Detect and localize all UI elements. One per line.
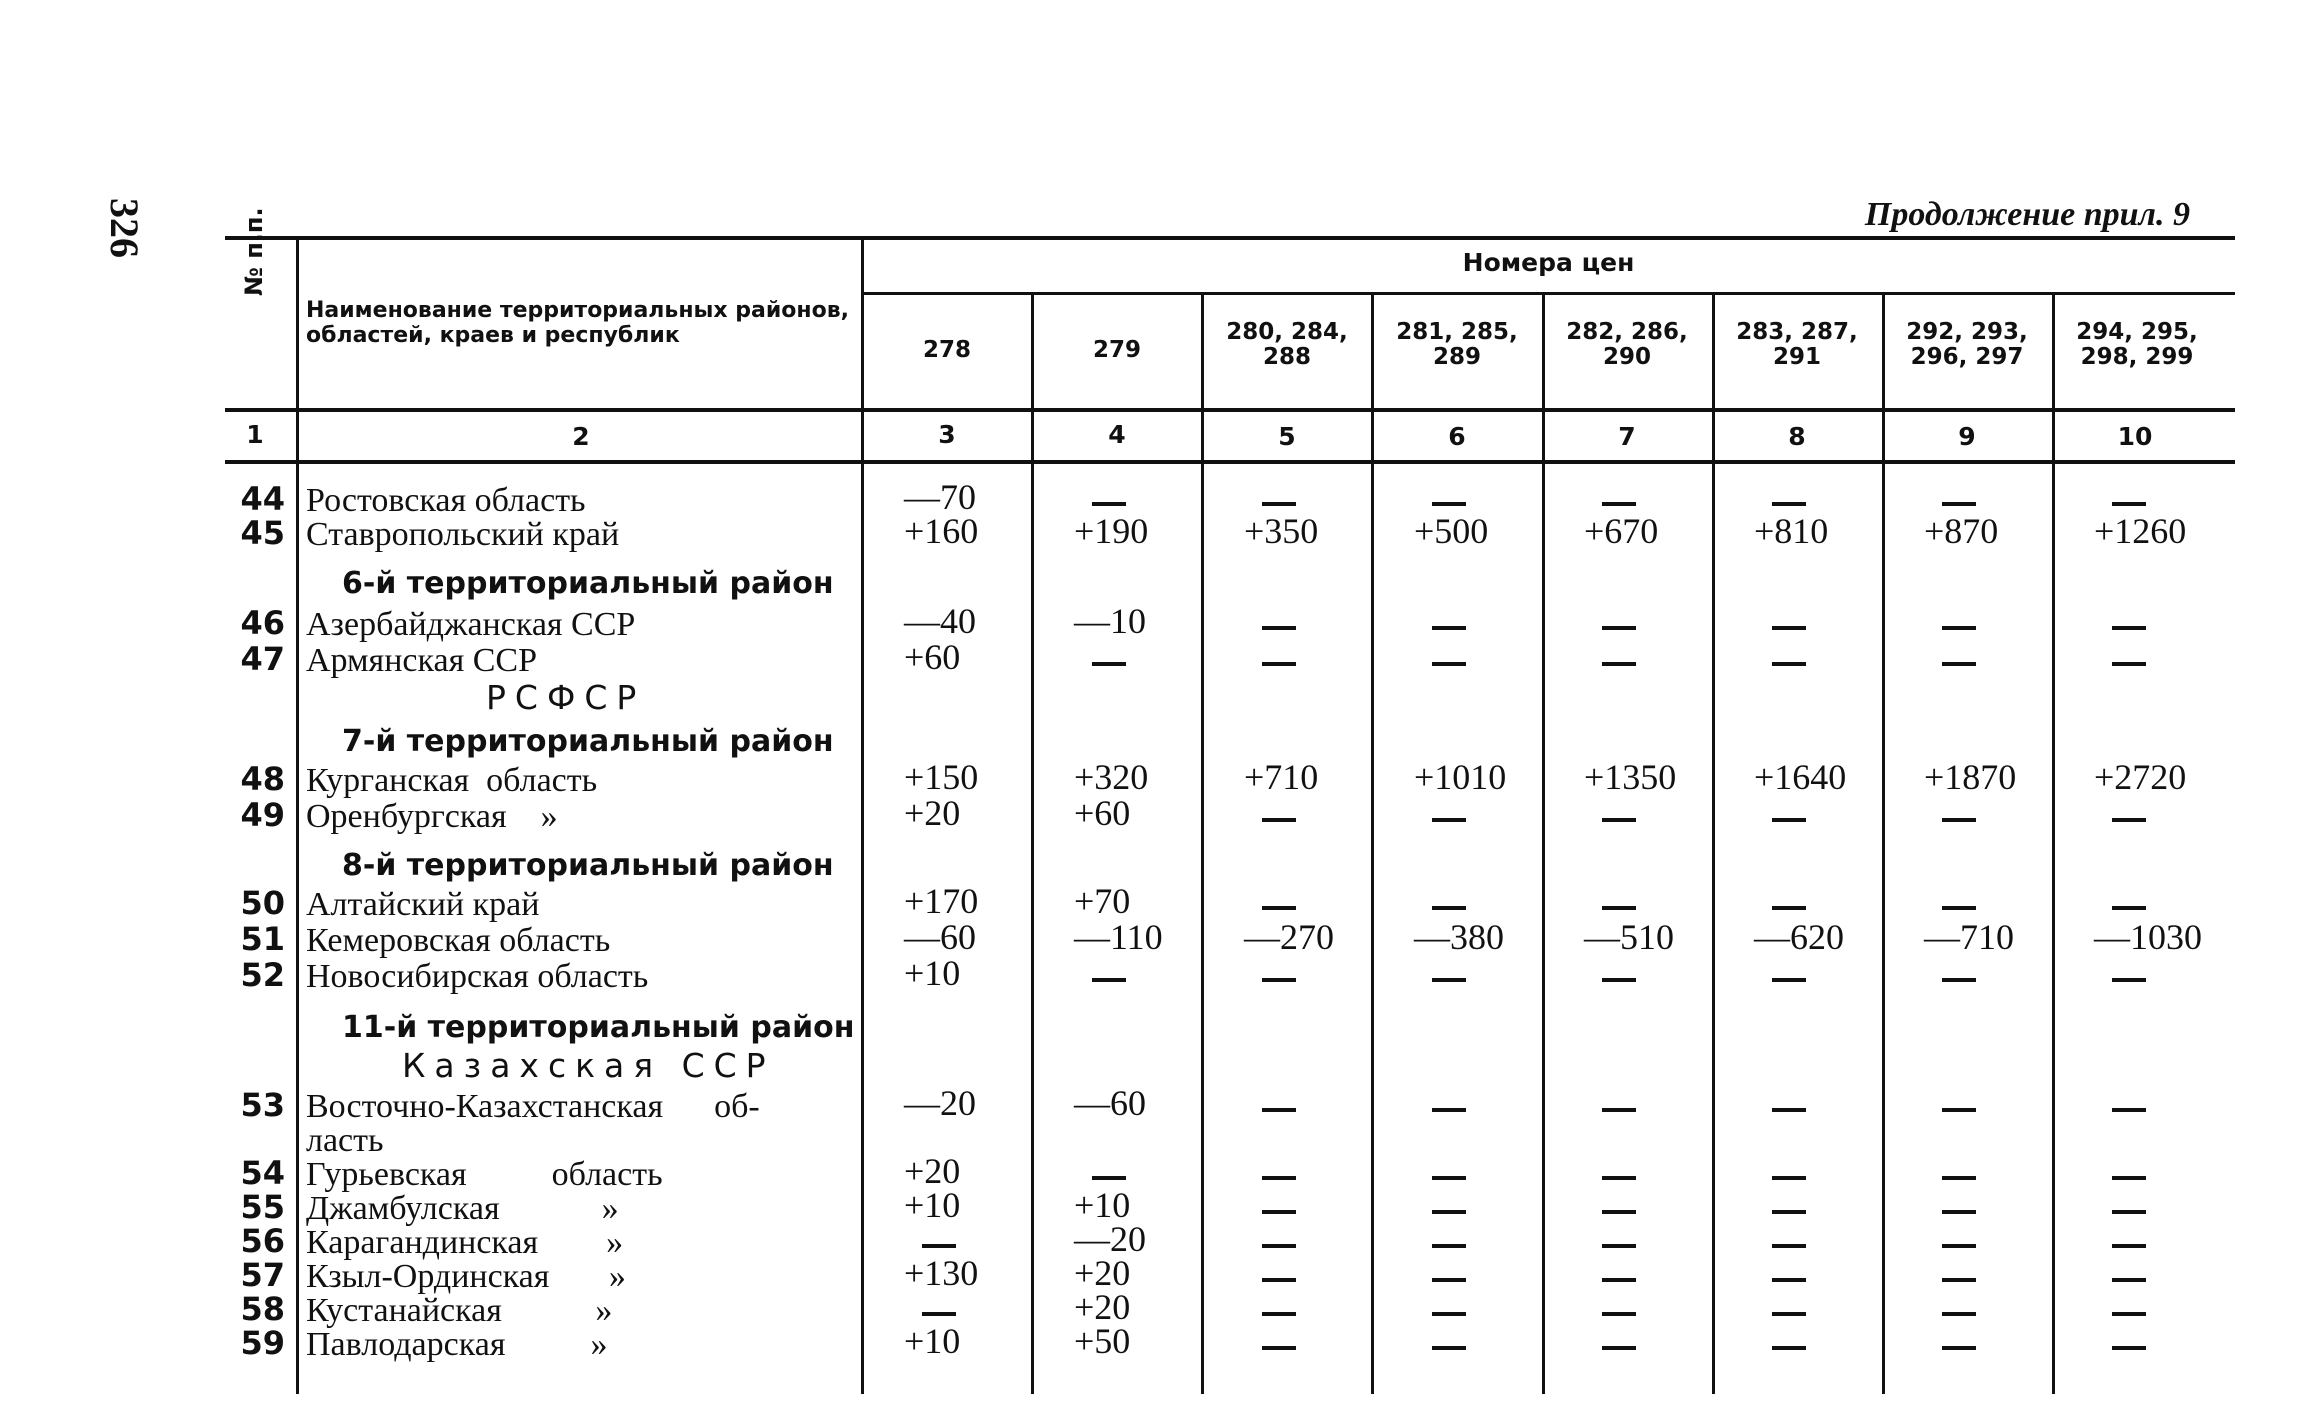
empty-value-dash <box>1262 1278 1296 1282</box>
price-adjustment: +60 <box>904 637 961 677</box>
rownum-header: № п.п. <box>240 207 268 296</box>
row-number: 51 <box>240 920 285 958</box>
empty-value-dash <box>1602 978 1636 982</box>
empty-value-dash <box>1942 1346 1976 1350</box>
price-adjustment: +20 <box>904 1151 961 1191</box>
empty-value-dash <box>1262 1108 1296 1112</box>
price-adjustment: —1030 <box>2094 917 2202 957</box>
row-number: 57 <box>240 1256 285 1294</box>
section-heading: 6-й территориальный район <box>342 566 834 601</box>
empty-value-dash <box>1432 1312 1466 1316</box>
column-number: 3 <box>938 420 956 449</box>
empty-value-dash <box>1432 978 1466 982</box>
price-adjustment: +190 <box>1074 511 1149 551</box>
empty-value-dash <box>1262 978 1296 982</box>
region-name: Курганская область <box>306 762 598 799</box>
empty-value-dash <box>2112 818 2146 822</box>
col-divider <box>861 240 864 1394</box>
region-name: Джамбулская » <box>306 1190 619 1227</box>
column-number: 4 <box>1108 420 1126 449</box>
empty-value-dash <box>1602 1244 1636 1248</box>
row-number: 56 <box>240 1222 285 1260</box>
region-name: Новосибирская область <box>306 958 649 995</box>
empty-value-dash <box>1602 626 1636 630</box>
empty-value-dash <box>2112 1346 2146 1350</box>
price-adjustment: —510 <box>1584 917 1674 957</box>
row-number: 58 <box>240 1290 285 1328</box>
price-col-header: 280, 284, 288 <box>1226 319 1348 370</box>
row-number: 55 <box>240 1188 285 1226</box>
row-number: 46 <box>240 604 285 642</box>
region-name: Ростовская область <box>306 482 586 519</box>
region-name: Карагандинская » <box>306 1224 624 1261</box>
price-adjustment: —40 <box>904 601 976 641</box>
price-adjustment: +1260 <box>2094 511 2187 551</box>
column-number: 8 <box>1788 422 1806 451</box>
empty-value-dash <box>1262 818 1296 822</box>
row-number: 49 <box>240 796 285 834</box>
row-number: 59 <box>240 1324 285 1362</box>
empty-value-dash <box>2112 906 2146 910</box>
col-divider <box>1031 295 1034 1394</box>
empty-value-dash <box>2112 626 2146 630</box>
empty-value-dash <box>1942 906 1976 910</box>
empty-value-dash <box>922 1312 956 1316</box>
empty-value-dash <box>1262 1210 1296 1214</box>
price-adjustment: +1010 <box>1414 757 1507 797</box>
empty-value-dash <box>1602 818 1636 822</box>
empty-value-dash <box>1942 1210 1976 1214</box>
row-number: 48 <box>240 760 285 798</box>
price-adjustment: +500 <box>1414 511 1489 551</box>
empty-value-dash <box>1602 1278 1636 1282</box>
page-number: 326 <box>102 198 147 258</box>
empty-value-dash <box>1942 1278 1976 1282</box>
region-name: Кзыл-Ординская » <box>306 1258 626 1295</box>
price-adjustment: +10 <box>1074 1185 1131 1225</box>
empty-value-dash <box>1772 978 1806 982</box>
col-divider <box>2052 295 2055 1394</box>
price-adjustment: +320 <box>1074 757 1149 797</box>
empty-value-dash <box>1262 502 1296 506</box>
empty-value-dash <box>1432 626 1466 630</box>
empty-value-dash <box>1432 1244 1466 1248</box>
region-name: Гурьевская область <box>306 1156 663 1193</box>
continuation-caption: Продолжение прил. 9 <box>1864 196 2190 233</box>
empty-value-dash <box>1432 1346 1466 1350</box>
section-heading: 7-й территориальный район <box>342 724 834 759</box>
empty-value-dash <box>1942 502 1976 506</box>
price-adjustment: —70 <box>904 477 976 517</box>
column-number: 9 <box>1958 422 1976 451</box>
price-group-rule <box>862 292 2235 295</box>
price-adjustment: —20 <box>1074 1219 1146 1259</box>
empty-value-dash <box>1942 978 1976 982</box>
header-bottom-rule <box>225 408 2235 412</box>
region-name: Армянская ССР <box>306 642 537 679</box>
empty-value-dash <box>2112 1108 2146 1112</box>
empty-value-dash <box>1432 906 1466 910</box>
empty-value-dash <box>1772 1176 1806 1180</box>
empty-value-dash <box>1432 502 1466 506</box>
price-adjustment: —710 <box>1924 917 2014 957</box>
section-heading: 11-й территориальный район <box>342 1010 855 1045</box>
price-adjustment: +50 <box>1074 1321 1131 1361</box>
region-name: Восточно-Казахстанская об- <box>306 1088 760 1125</box>
price-adjustment: —270 <box>1244 917 1334 957</box>
empty-value-dash <box>1262 1346 1296 1350</box>
empty-value-dash <box>1772 1210 1806 1214</box>
empty-value-dash <box>1942 1108 1976 1112</box>
price-adjustment: —620 <box>1754 917 1844 957</box>
empty-value-dash <box>1092 1176 1126 1180</box>
empty-value-dash <box>1602 1210 1636 1214</box>
row-number: 50 <box>240 884 285 922</box>
price-adjustment: —20 <box>904 1083 976 1123</box>
price-adjustment: +170 <box>904 881 979 921</box>
empty-value-dash <box>1772 1108 1806 1112</box>
price-adjustment: +160 <box>904 511 979 551</box>
region-name: Оренбургская » <box>306 798 558 835</box>
price-adjustment: +350 <box>1244 511 1319 551</box>
row-number: 53 <box>240 1086 285 1124</box>
col-divider <box>296 240 299 1394</box>
price-adjustment: +810 <box>1754 511 1829 551</box>
price-col-header: 294, 295, 298, 299 <box>2076 319 2198 370</box>
empty-value-dash <box>1432 818 1466 822</box>
price-adjustment: +70 <box>1074 881 1131 921</box>
empty-value-dash <box>1602 906 1636 910</box>
colnum-bottom-rule <box>225 460 2235 464</box>
price-group-header: Номера цен <box>1462 248 1635 277</box>
col-divider <box>1712 295 1715 1394</box>
empty-value-dash <box>922 1244 956 1248</box>
row-number: 45 <box>240 514 285 552</box>
empty-value-dash <box>2112 1278 2146 1282</box>
price-adjustment: +10 <box>904 1321 961 1361</box>
price-adjustment: +10 <box>904 1185 961 1225</box>
empty-value-dash <box>1772 906 1806 910</box>
region-name: Азербайджанская ССР <box>306 606 636 643</box>
price-adjustment: —60 <box>904 917 976 957</box>
republic-heading: Казахская ССР <box>402 1046 775 1085</box>
column-number: 1 <box>246 420 264 449</box>
table-top-rule <box>225 236 2235 240</box>
empty-value-dash <box>1772 502 1806 506</box>
price-adjustment: +870 <box>1924 511 1999 551</box>
empty-value-dash <box>1772 818 1806 822</box>
empty-value-dash <box>1262 1244 1296 1248</box>
col-divider <box>1371 295 1374 1394</box>
empty-value-dash <box>1772 1244 1806 1248</box>
price-adjustment: —110 <box>1074 917 1163 957</box>
price-adjustment: +670 <box>1584 511 1659 551</box>
empty-value-dash <box>1772 626 1806 630</box>
region-name: Ставропольский край <box>306 516 620 553</box>
empty-value-dash <box>1602 662 1636 666</box>
price-adjustment: —380 <box>1414 917 1504 957</box>
empty-value-dash <box>1262 906 1296 910</box>
empty-value-dash <box>1432 1176 1466 1180</box>
empty-value-dash <box>1262 662 1296 666</box>
price-adjustment: +1350 <box>1584 757 1677 797</box>
name-column-header: Наименование территориальных районов, областей, краев и республик <box>306 298 849 348</box>
empty-value-dash <box>2112 662 2146 666</box>
price-adjustment: +710 <box>1244 757 1319 797</box>
row-number: 44 <box>240 480 285 518</box>
row-number: 52 <box>240 956 285 994</box>
empty-value-dash <box>1772 662 1806 666</box>
empty-value-dash <box>1942 818 1976 822</box>
empty-value-dash <box>1772 1312 1806 1316</box>
empty-value-dash <box>1602 1346 1636 1350</box>
region-name-continuation: ласть <box>306 1122 384 1159</box>
empty-value-dash <box>1432 662 1466 666</box>
empty-value-dash <box>1772 1278 1806 1282</box>
empty-value-dash <box>1942 1176 1976 1180</box>
price-adjustment: +150 <box>904 757 979 797</box>
price-adjustment: +10 <box>904 953 961 993</box>
empty-value-dash <box>1262 1312 1296 1316</box>
column-number: 7 <box>1618 422 1636 451</box>
region-name: Павлодарская » <box>306 1326 608 1363</box>
price-adjustment: +20 <box>1074 1287 1131 1327</box>
price-adjustment: +1640 <box>1754 757 1847 797</box>
column-number: 2 <box>572 422 590 451</box>
col-divider <box>1201 295 1204 1394</box>
empty-value-dash <box>2112 978 2146 982</box>
empty-value-dash <box>1942 626 1976 630</box>
empty-value-dash <box>1942 1312 1976 1316</box>
empty-value-dash <box>1092 502 1126 506</box>
price-adjustment: +1870 <box>1924 757 2017 797</box>
empty-value-dash <box>1772 1346 1806 1350</box>
region-name: Кустанайская » <box>306 1292 613 1329</box>
price-col-header: 292, 293, 296, 297 <box>1906 319 2028 370</box>
price-adjustment: +20 <box>904 793 961 833</box>
price-adjustment: +2720 <box>2094 757 2187 797</box>
empty-value-dash <box>1942 1244 1976 1248</box>
column-number: 6 <box>1448 422 1466 451</box>
empty-value-dash <box>1602 1108 1636 1112</box>
price-adjustment: +60 <box>1074 793 1131 833</box>
empty-value-dash <box>2112 1244 2146 1248</box>
price-col-header: 278 <box>922 337 971 363</box>
empty-value-dash <box>2112 1210 2146 1214</box>
region-name: Алтайский край <box>306 886 540 923</box>
empty-value-dash <box>1602 502 1636 506</box>
empty-value-dash <box>1432 1108 1466 1112</box>
price-adjustment: +130 <box>904 1253 979 1293</box>
empty-value-dash <box>1262 1176 1296 1180</box>
price-col-header: 281, 285, 289 <box>1396 319 1518 370</box>
empty-value-dash <box>1602 1312 1636 1316</box>
price-col-header: 282, 286, 290 <box>1566 319 1688 370</box>
empty-value-dash <box>1432 1210 1466 1214</box>
empty-value-dash <box>1092 662 1126 666</box>
empty-value-dash <box>1092 978 1126 982</box>
empty-value-dash <box>2112 1312 2146 1316</box>
row-number: 47 <box>240 640 285 678</box>
col-divider <box>1882 295 1885 1394</box>
empty-value-dash <box>2112 502 2146 506</box>
row-number: 54 <box>240 1154 285 1192</box>
price-col-header: 283, 287, 291 <box>1736 319 1858 370</box>
col-divider <box>1542 295 1545 1394</box>
empty-value-dash <box>1262 626 1296 630</box>
price-adjustment: —10 <box>1074 601 1146 641</box>
region-name: Кемеровская область <box>306 922 611 959</box>
price-adjustment: —60 <box>1074 1083 1146 1123</box>
section-heading: 8-й территориальный район <box>342 848 834 883</box>
empty-value-dash <box>1602 1176 1636 1180</box>
empty-value-dash <box>1432 1278 1466 1282</box>
column-number: 10 <box>2117 422 2153 451</box>
empty-value-dash <box>2112 1176 2146 1180</box>
column-number: 5 <box>1278 422 1296 451</box>
price-col-header: 279 <box>1092 337 1141 363</box>
empty-value-dash <box>1942 662 1976 666</box>
price-adjustment: +20 <box>1074 1253 1131 1293</box>
republic-heading: РСФСР <box>486 678 646 717</box>
